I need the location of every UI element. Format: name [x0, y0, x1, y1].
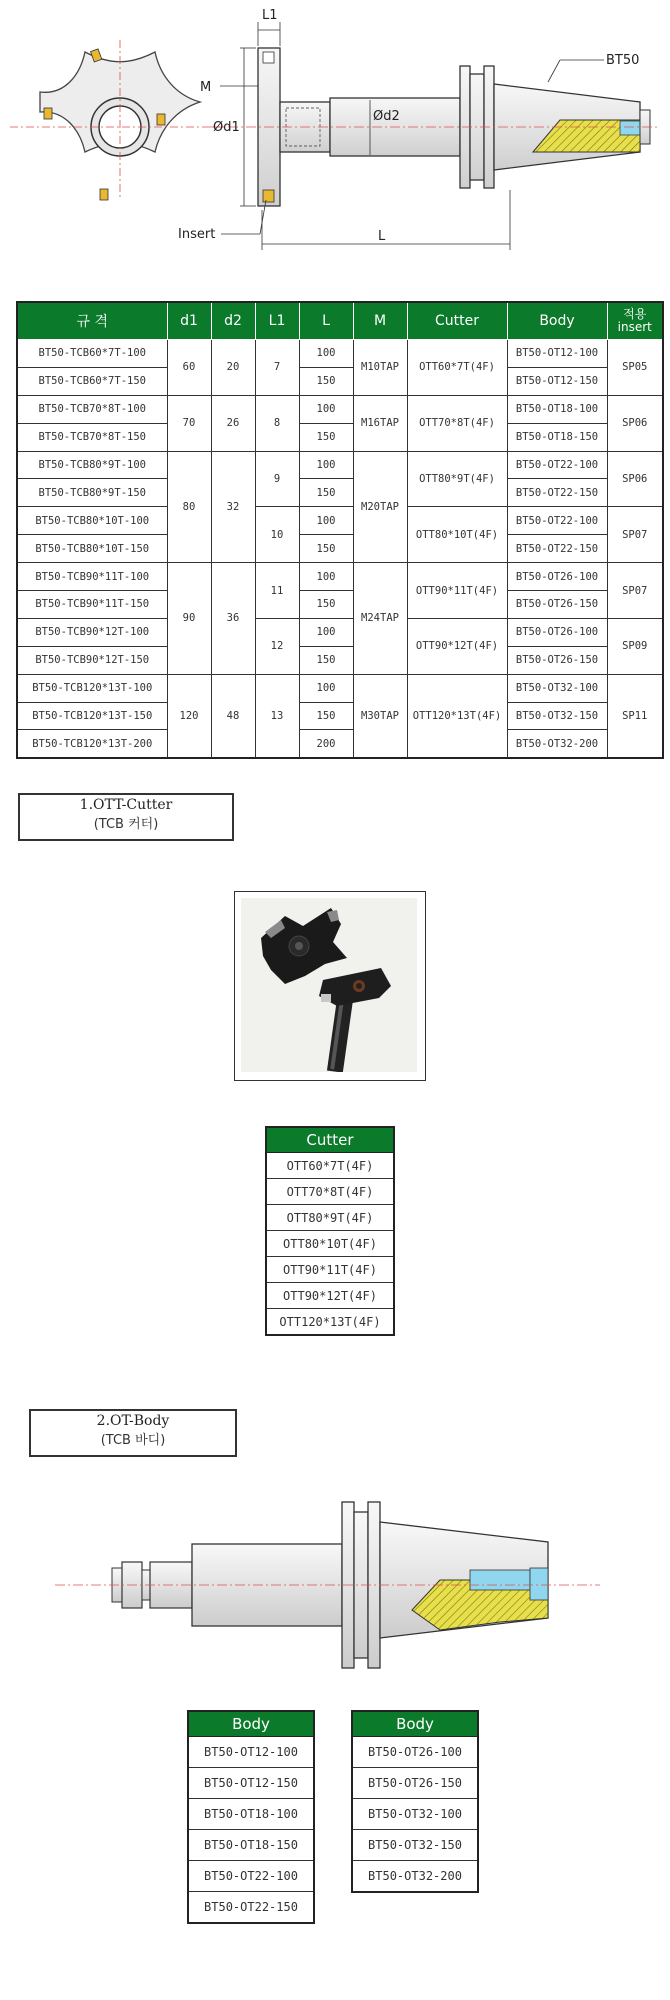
body-item: BT50-OT32-150 — [352, 1830, 478, 1861]
cell-spec: BT50-TCB60*7T-150 — [17, 367, 167, 395]
section2-title-box — [29, 1409, 237, 1457]
list-item — [266, 1179, 394, 1205]
cell-l: 100 — [299, 674, 353, 702]
body-item: BT50-OT18-150 — [188, 1830, 314, 1861]
cell-l: 100 — [299, 618, 353, 646]
body-table-right-header: Body — [352, 1711, 478, 1737]
table-row — [17, 367, 663, 395]
cell-spec: BT50-TCB90*11T-100 — [17, 563, 167, 591]
cell-l: 150 — [299, 646, 353, 674]
section1-title-box — [18, 793, 234, 841]
cell-l: 100 — [299, 340, 353, 368]
cell-body: BT50-OT12-150 — [507, 367, 607, 395]
cell-spec: BT50-TCB70*8T-150 — [17, 423, 167, 451]
cell-spec: BT50-TCB80*9T-150 — [17, 479, 167, 507]
cell-spec: BT50-TCB60*7T-100 — [17, 340, 167, 368]
cell-insert: SP06 — [607, 451, 663, 507]
body-item: BT50-OT32-100 — [352, 1799, 478, 1830]
cell-l: 100 — [299, 451, 353, 479]
label-l1: L1 — [262, 8, 278, 23]
cell-body: BT50-OT18-150 — [507, 423, 607, 451]
cell-body: BT50-OT26-100 — [507, 618, 607, 646]
cell-body: BT50-OT12-100 — [507, 340, 607, 368]
cell-body: BT50-OT26-150 — [507, 646, 607, 674]
list-item — [266, 1257, 394, 1283]
cell-l: 150 — [299, 591, 353, 619]
body-table-left-header: Body — [188, 1711, 314, 1737]
cell-body: BT50-OT32-150 — [507, 702, 607, 730]
cell-d2: 26 — [211, 395, 255, 451]
header-insert-line2: insert — [617, 320, 652, 334]
cutter-photo — [241, 898, 417, 1072]
header-m: M — [353, 302, 407, 340]
cell-d2: 36 — [211, 563, 255, 675]
list-item — [352, 1799, 478, 1830]
cutter-item: OTT90*11T(4F) — [266, 1257, 394, 1283]
cell-d1: 90 — [167, 563, 211, 675]
table-row — [17, 451, 663, 479]
table-row — [17, 395, 663, 423]
header-spec: 규 격 — [17, 302, 167, 340]
cell-cutter: OTT90*11T(4F) — [407, 563, 507, 619]
list-item — [352, 1768, 478, 1799]
cell-m: M30TAP — [353, 674, 407, 758]
cutter-item: OTT60*7T(4F) — [266, 1153, 394, 1179]
cutter-photo-illustration — [241, 898, 417, 1072]
list-item — [352, 1861, 478, 1893]
list-item — [352, 1737, 478, 1768]
label-d2: Ød2 — [373, 109, 400, 124]
header-cutter: Cutter — [407, 302, 507, 340]
body-drawing — [0, 1490, 670, 1670]
table-row — [17, 674, 663, 702]
body-item: BT50-OT26-100 — [352, 1737, 478, 1768]
cell-d1: 80 — [167, 451, 211, 563]
body-table-left — [187, 1710, 315, 1924]
table-row — [17, 423, 663, 451]
cell-cutter: OTT70*8T(4F) — [407, 395, 507, 451]
cell-insert: SP06 — [607, 395, 663, 451]
cutter-table-header: Cutter — [266, 1127, 394, 1153]
cell-insert: SP07 — [607, 507, 663, 563]
body-item: BT50-OT22-150 — [188, 1892, 314, 1924]
cell-d1: 120 — [167, 674, 211, 758]
cutter-table — [265, 1126, 395, 1336]
table-row — [17, 702, 663, 730]
cutter-item: OTT80*10T(4F) — [266, 1231, 394, 1257]
cell-d1: 60 — [167, 340, 211, 396]
cell-body: BT50-OT22-150 — [507, 479, 607, 507]
cell-d1: 70 — [167, 395, 211, 451]
tool-side-view — [210, 48, 660, 206]
table-row — [17, 340, 663, 368]
label-l: L — [378, 229, 386, 244]
cell-m: M20TAP — [353, 451, 407, 563]
cell-d2: 48 — [211, 674, 255, 758]
body-item: BT50-OT32-200 — [352, 1861, 478, 1893]
table-row — [17, 618, 663, 646]
section1-title: 1.OTT-Cutter — [79, 797, 173, 813]
cell-spec: BT50-TCB120*13T-100 — [17, 674, 167, 702]
body-item: BT50-OT18-100 — [188, 1799, 314, 1830]
cell-spec: BT50-TCB80*10T-150 — [17, 535, 167, 563]
spec-table-header — [17, 302, 663, 340]
list-item — [188, 1737, 314, 1768]
cell-l1: 10 — [255, 507, 299, 563]
list-item — [188, 1768, 314, 1799]
cutter-item: OTT120*13T(4F) — [266, 1309, 394, 1336]
cell-l: 150 — [299, 479, 353, 507]
header-d1: d1 — [167, 302, 211, 340]
cell-l: 200 — [299, 730, 353, 758]
cell-body: BT50-OT32-200 — [507, 730, 607, 758]
label-bt50: BT50 — [606, 53, 640, 68]
cell-insert: SP05 — [607, 340, 663, 396]
cell-l1: 12 — [255, 618, 299, 674]
table-row — [17, 563, 663, 591]
cell-spec: BT50-TCB120*13T-150 — [17, 702, 167, 730]
cell-l1: 8 — [255, 395, 299, 451]
table-row — [17, 646, 663, 674]
cell-insert: SP07 — [607, 563, 663, 619]
cell-l: 100 — [299, 395, 353, 423]
cutter-item: OTT80*9T(4F) — [266, 1205, 394, 1231]
cell-insert: SP09 — [607, 618, 663, 674]
cell-m: M24TAP — [353, 563, 407, 675]
spec-table — [16, 301, 664, 759]
table-row — [17, 535, 663, 563]
cell-body: BT50-OT22-150 — [507, 535, 607, 563]
list-item — [188, 1861, 314, 1892]
list-item — [188, 1892, 314, 1924]
body-item: BT50-OT22-100 — [188, 1861, 314, 1892]
cell-spec: BT50-TCB120*13T-200 — [17, 730, 167, 758]
cell-spec: BT50-TCB80*9T-100 — [17, 451, 167, 479]
list-item — [188, 1830, 314, 1861]
list-item — [188, 1799, 314, 1830]
body-table-right — [351, 1710, 479, 1893]
cell-l: 100 — [299, 563, 353, 591]
header-l1: L1 — [255, 302, 299, 340]
cell-d2: 32 — [211, 451, 255, 563]
cell-body: BT50-OT26-150 — [507, 591, 607, 619]
section2-title: 2.OT-Body — [96, 1413, 170, 1429]
list-item — [266, 1309, 394, 1336]
table-row — [17, 479, 663, 507]
header-insert-line1: 적용 — [623, 307, 647, 321]
cell-body: BT50-OT22-100 — [507, 451, 607, 479]
cell-spec: BT50-TCB90*12T-100 — [17, 618, 167, 646]
cell-body: BT50-OT32-100 — [507, 674, 607, 702]
label-insert: Insert — [178, 227, 216, 242]
cell-l1: 11 — [255, 563, 299, 619]
cell-spec: BT50-TCB70*8T-100 — [17, 395, 167, 423]
list-item — [352, 1830, 478, 1861]
cell-spec: BT50-TCB80*10T-100 — [17, 507, 167, 535]
header-l: L — [299, 302, 353, 340]
cell-l: 150 — [299, 535, 353, 563]
section1-subtitle: (TCB 커터) — [93, 817, 159, 832]
body-item: BT50-OT12-100 — [188, 1737, 314, 1768]
cell-m: M16TAP — [353, 395, 407, 451]
cell-spec: BT50-TCB90*11T-150 — [17, 591, 167, 619]
cell-body: BT50-OT18-100 — [507, 395, 607, 423]
cell-spec: BT50-TCB90*12T-150 — [17, 646, 167, 674]
cell-insert: SP11 — [607, 674, 663, 758]
cutter-photo-frame — [234, 891, 426, 1081]
cell-d2: 20 — [211, 340, 255, 396]
section2-subtitle: (TCB 바디) — [100, 1433, 166, 1448]
table-row — [17, 507, 663, 535]
cell-cutter: OTT80*10T(4F) — [407, 507, 507, 563]
body-item: BT50-OT26-150 — [352, 1768, 478, 1799]
cell-cutter: OTT120*13T(4F) — [407, 674, 507, 758]
cell-l: 150 — [299, 367, 353, 395]
label-d1: Ød1 — [213, 120, 240, 135]
list-item — [266, 1283, 394, 1309]
cell-body: BT50-OT22-100 — [507, 507, 607, 535]
header-body: Body — [507, 302, 607, 340]
cell-l1: 9 — [255, 451, 299, 507]
body-item: BT50-OT12-150 — [188, 1768, 314, 1799]
list-item — [266, 1231, 394, 1257]
cell-l: 150 — [299, 423, 353, 451]
cell-l: 150 — [299, 702, 353, 730]
cutter-front-view — [10, 40, 225, 200]
cell-l1: 7 — [255, 340, 299, 396]
list-item — [266, 1205, 394, 1231]
cell-l1: 13 — [255, 674, 299, 758]
top-assembly-drawing — [0, 0, 670, 265]
header-d2: d2 — [211, 302, 255, 340]
cutter-item: OTT70*8T(4F) — [266, 1179, 394, 1205]
label-m: M — [200, 80, 212, 95]
table-row — [17, 730, 663, 758]
cell-cutter: OTT60*7T(4F) — [407, 340, 507, 396]
table-row — [17, 591, 663, 619]
cell-body: BT50-OT26-100 — [507, 563, 607, 591]
cell-m: M10TAP — [353, 340, 407, 396]
cell-l: 100 — [299, 507, 353, 535]
header-insert — [607, 302, 663, 340]
list-item — [266, 1153, 394, 1179]
cutter-item: OTT90*12T(4F) — [266, 1283, 394, 1309]
cell-cutter: OTT90*12T(4F) — [407, 618, 507, 674]
cell-cutter: OTT80*9T(4F) — [407, 451, 507, 507]
